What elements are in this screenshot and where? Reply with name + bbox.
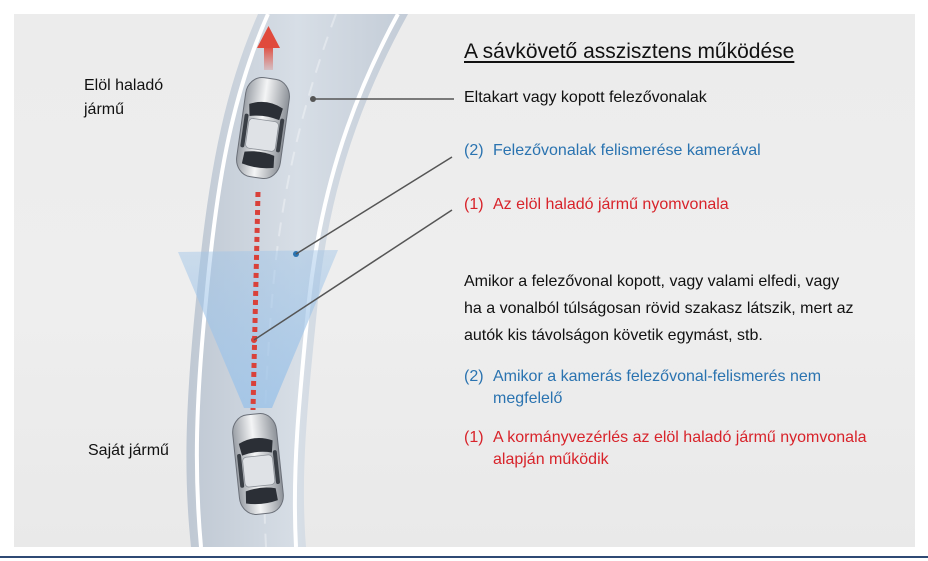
bottom-divider	[0, 556, 928, 558]
explanation-text	[464, 268, 854, 349]
label-lead-vehicle	[84, 74, 163, 122]
condition-steering-follows	[464, 427, 867, 471]
callout-number: (1)	[464, 196, 484, 213]
explanation-line: autók kis távolságon követik egymást, stb.	[464, 327, 763, 344]
label-lead-vehicle-line2: jármű	[84, 101, 125, 118]
callout-camera-detection	[464, 142, 761, 160]
condition-camera-insufficient	[464, 366, 821, 410]
callout-text: Az elöl haladó jármű nyomvonala	[493, 196, 729, 213]
explanation-line: ha a vonalból túlságosan rövid szakasz látszik, mert az	[464, 300, 854, 317]
callout-lead-track	[464, 196, 729, 214]
label-own-vehicle: Saját jármű	[88, 442, 169, 459]
callout-text: Felezővonalak felismerése kamerával	[493, 142, 761, 159]
label-lead-vehicle-line1: Elöl haladó	[84, 77, 164, 94]
condition-text-line2: megfelelő	[493, 390, 563, 407]
condition-text-line2: alapján működik	[493, 451, 609, 468]
callout-number: (2)	[464, 142, 484, 159]
condition-text-line1: A kormányvezérlés az elöl haladó jármű nyomvonala	[493, 429, 867, 446]
callout-worn-lines: Eltakart vagy kopott felezővonalak	[464, 89, 707, 106]
diagram-title: A sávkövető asszisztens működése	[464, 40, 795, 63]
explanation-line: Amikor a felezővonal kopott, vagy valami elfedi, vagy	[464, 273, 840, 290]
condition-number: (1)	[464, 429, 484, 446]
condition-text-line1: Amikor a kamerás felezővonal-felismerés nem	[493, 368, 822, 385]
condition-number: (2)	[464, 368, 484, 385]
